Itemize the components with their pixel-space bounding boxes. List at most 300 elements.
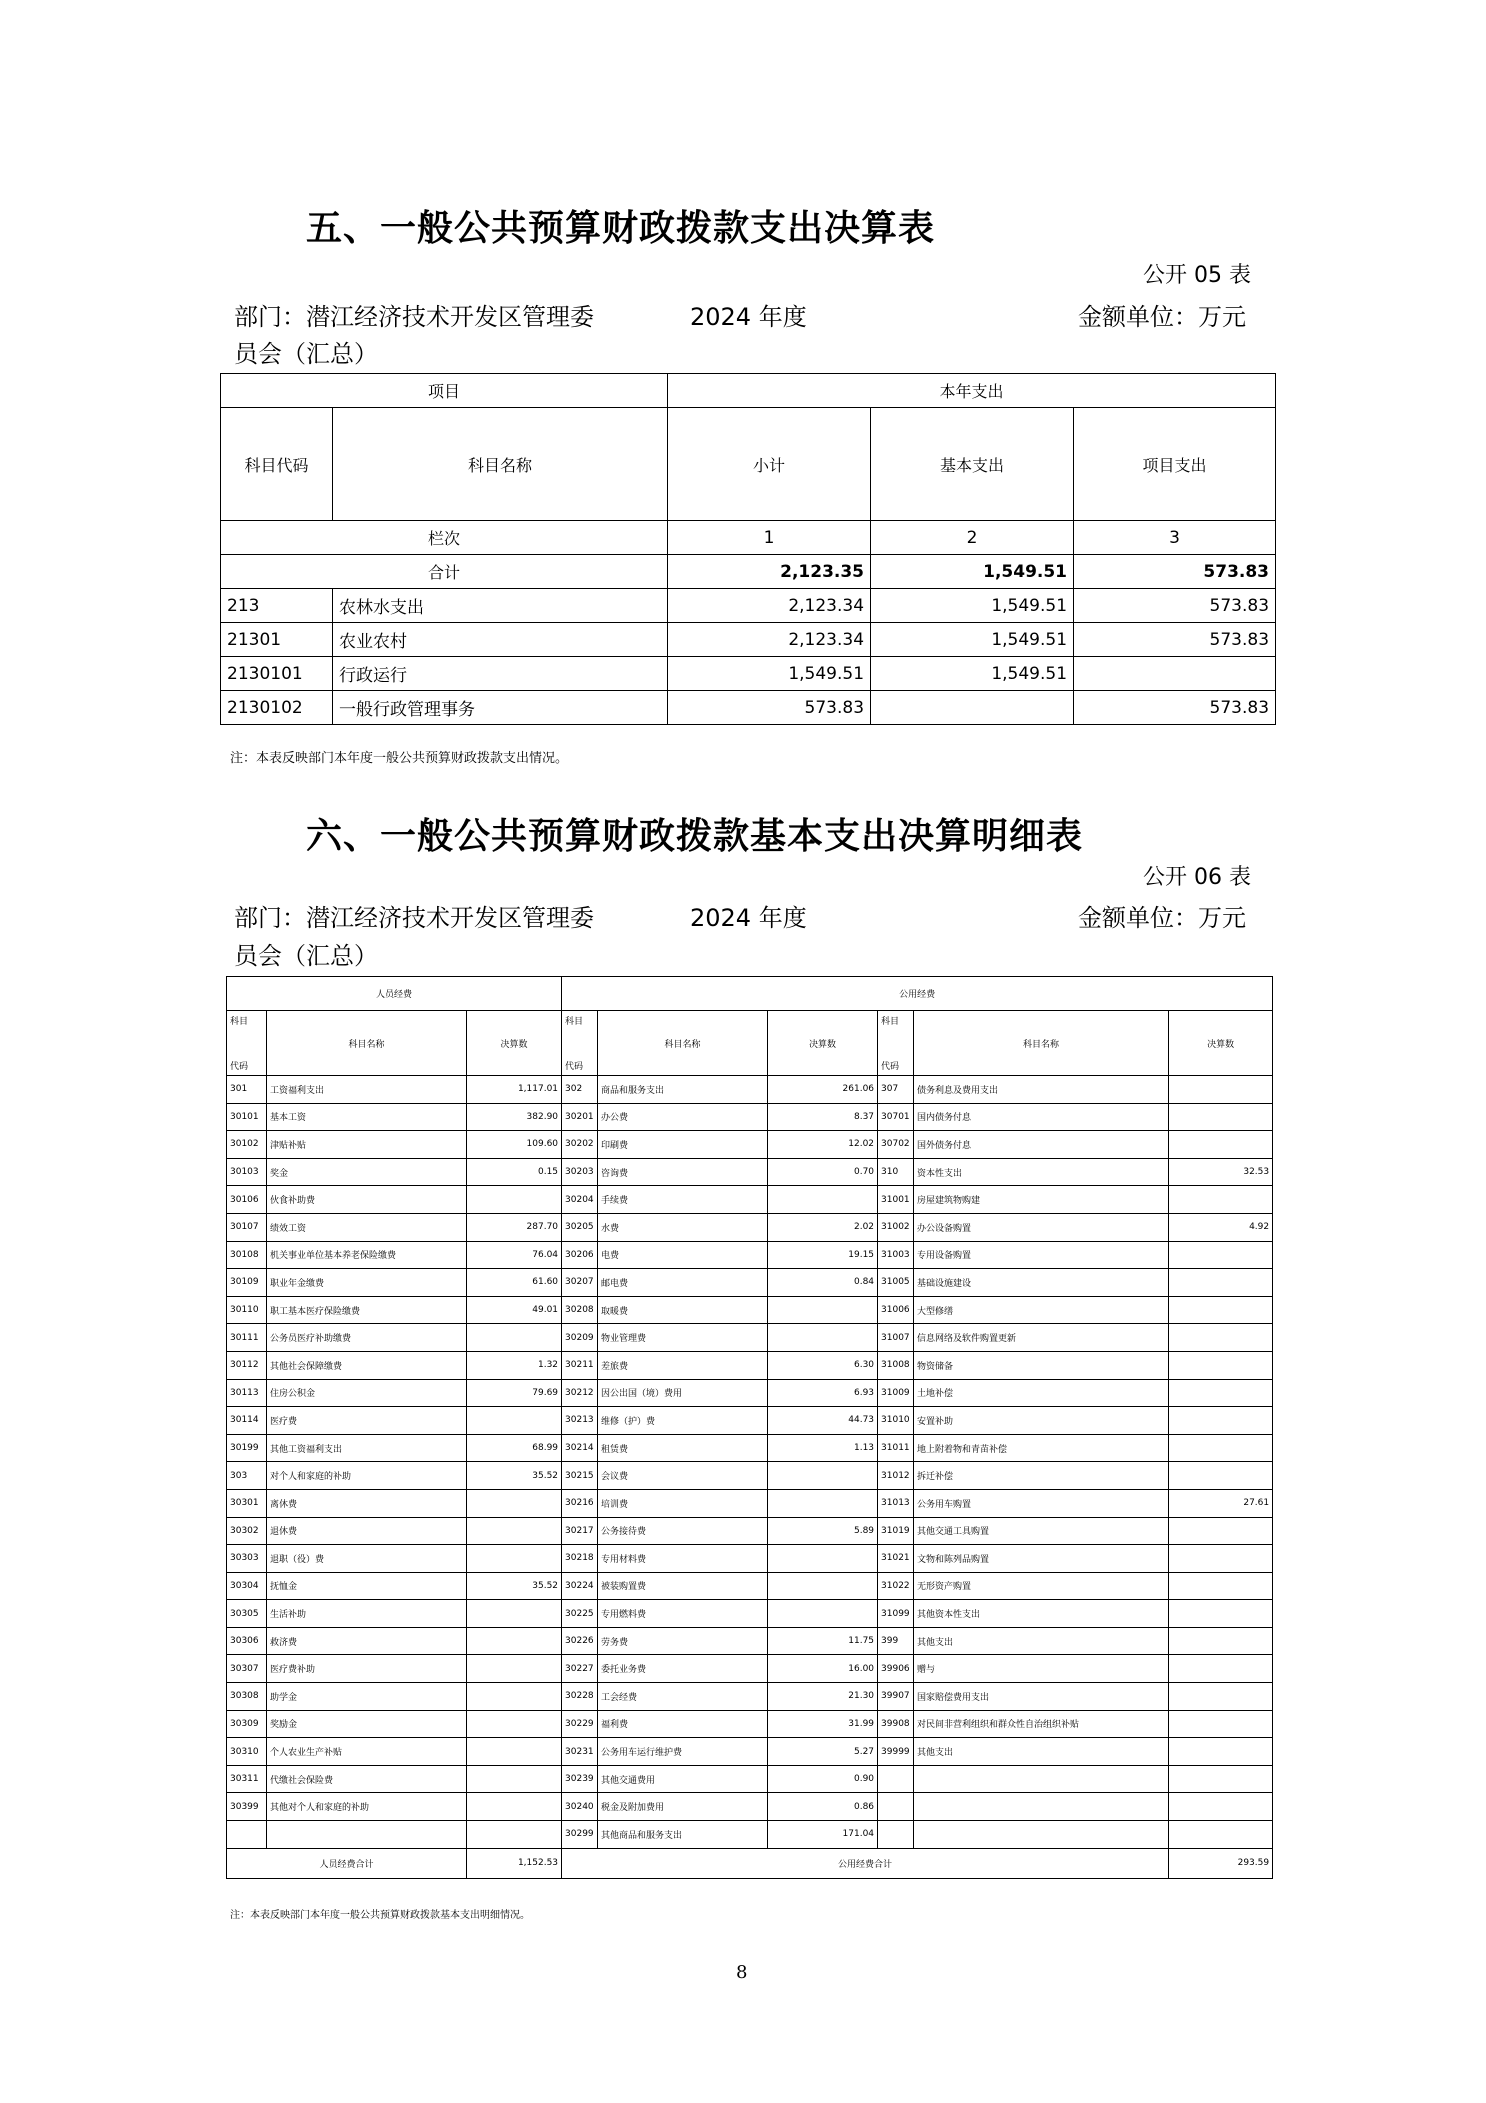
- personnel-amount: 0.15: [467, 1158, 562, 1186]
- capital-name: 安置补助: [914, 1407, 1169, 1435]
- public-code: 30211: [562, 1351, 598, 1379]
- public-code: 30201: [562, 1103, 598, 1131]
- capital-name: 基础设施建设: [914, 1269, 1169, 1297]
- capital-name: 信息网络及软件购置更新: [914, 1324, 1169, 1352]
- capital-amount: [1169, 1821, 1273, 1849]
- table-row: [227, 1241, 1273, 1269]
- public-code: 30239: [562, 1765, 598, 1793]
- capital-name: 对民间非营利组织和群众性自治组织补贴: [914, 1710, 1169, 1738]
- capital-name: 国家赔偿费用支出: [914, 1683, 1169, 1711]
- personnel-code: 30399: [227, 1793, 267, 1821]
- header-current-expense: 本年支出: [668, 374, 1276, 408]
- capital-code: 31006: [878, 1296, 914, 1324]
- row-basic: 1,549.51: [871, 623, 1074, 657]
- table-row: [227, 1655, 1273, 1683]
- row-name: 行政运行: [333, 657, 668, 691]
- personnel-name: 其他对个人和家庭的补助: [267, 1793, 467, 1821]
- table6-dept-line2: 员会（汇总）: [234, 942, 378, 970]
- capital-amount: 4.92: [1169, 1213, 1273, 1241]
- public-name: 福利费: [598, 1710, 768, 1738]
- personnel-code: 30306: [227, 1627, 267, 1655]
- capital-amount: [1169, 1627, 1273, 1655]
- public-name: 专用燃料费: [598, 1600, 768, 1628]
- capital-code: [878, 1793, 914, 1821]
- row-subtotal: 2,123.34: [668, 623, 871, 657]
- capital-amount: [1169, 1462, 1273, 1490]
- table6-body: [227, 1076, 1273, 1849]
- header-amount: 决算数: [467, 1011, 562, 1076]
- capital-name: 无形资产购置: [914, 1572, 1169, 1600]
- table-row: [227, 1462, 1273, 1490]
- personnel-code: 30303: [227, 1545, 267, 1573]
- table6-dept-line1: 部门：潜江经济技术开发区管理委: [234, 904, 594, 932]
- public-code: 30216: [562, 1489, 598, 1517]
- capital-name: 办公设备购置: [914, 1213, 1169, 1241]
- personnel-code: 30112: [227, 1351, 267, 1379]
- capital-name: [914, 1765, 1169, 1793]
- table-row: [227, 1296, 1273, 1324]
- capital-code: 39908: [878, 1710, 914, 1738]
- table-row: [227, 1186, 1273, 1214]
- capital-amount: [1169, 1738, 1273, 1766]
- public-amount: 19.15: [768, 1241, 878, 1269]
- table-row: [227, 1076, 1273, 1104]
- public-code: 30204: [562, 1186, 598, 1214]
- header-amount: 决算数: [1169, 1011, 1273, 1076]
- public-code: 30226: [562, 1627, 598, 1655]
- personnel-amount: [467, 1324, 562, 1352]
- public-code: 30227: [562, 1655, 598, 1683]
- row-subtotal: 1,549.51: [668, 657, 871, 691]
- column-number-label: 栏次: [221, 521, 668, 555]
- capital-code: 30702: [878, 1131, 914, 1159]
- capital-code: 31099: [878, 1600, 914, 1628]
- capital-amount: [1169, 1379, 1273, 1407]
- personnel-code: 30301: [227, 1489, 267, 1517]
- personnel-code: 30305: [227, 1600, 267, 1628]
- public-name: 商品和服务支出: [598, 1076, 768, 1104]
- header-personnel: 人员经费: [227, 977, 562, 1011]
- personnel-code: 30102: [227, 1131, 267, 1159]
- capital-amount: [1169, 1793, 1273, 1821]
- public-code: 30218: [562, 1545, 598, 1573]
- row-item: 573.83: [1074, 691, 1276, 725]
- personnel-amount: 382.90: [467, 1103, 562, 1131]
- capital-amount: [1169, 1324, 1273, 1352]
- public-amount: 5.89: [768, 1517, 878, 1545]
- header-code: 科目代码: [221, 408, 333, 521]
- public-name: 因公出国（境）费用: [598, 1379, 768, 1407]
- public-code: 30229: [562, 1710, 598, 1738]
- capital-name: 赠与: [914, 1655, 1169, 1683]
- public-name: 被装购置费: [598, 1572, 768, 1600]
- personnel-code: 30108: [227, 1241, 267, 1269]
- total-row: [221, 555, 1276, 589]
- capital-name: [914, 1821, 1169, 1849]
- header-item: 项目支出: [1074, 408, 1276, 521]
- table-row: [221, 589, 1276, 623]
- personnel-name: 对个人和家庭的补助: [267, 1462, 467, 1490]
- capital-code: 31013: [878, 1489, 914, 1517]
- capital-name: 拆迁补偿: [914, 1462, 1169, 1490]
- table-row: [227, 1627, 1273, 1655]
- capital-amount: [1169, 1545, 1273, 1573]
- public-amount: 21.30: [768, 1683, 878, 1711]
- public-name: 其他交通费用: [598, 1765, 768, 1793]
- public-code: 30299: [562, 1821, 598, 1849]
- personnel-amount: 287.70: [467, 1213, 562, 1241]
- personnel-name: 助学金: [267, 1683, 467, 1711]
- public-name: 工会经费: [598, 1683, 768, 1711]
- public-amount: 0.86: [768, 1793, 878, 1821]
- capital-code: 39999: [878, 1738, 914, 1766]
- capital-code: 31007: [878, 1324, 914, 1352]
- table-row: [227, 1765, 1273, 1793]
- personnel-amount: [467, 1407, 562, 1435]
- personnel-name: 代缴社会保险费: [267, 1765, 467, 1793]
- total-public-label: 公用经费合计: [562, 1848, 1169, 1878]
- capital-amount: [1169, 1351, 1273, 1379]
- capital-name: 土地补偿: [914, 1379, 1169, 1407]
- total-label: 合计: [221, 555, 668, 589]
- header-subtotal: 小计: [668, 408, 871, 521]
- public-amount: 8.37: [768, 1103, 878, 1131]
- table5-year: 2024 年度: [690, 303, 807, 331]
- personnel-name: 个人农业生产补贴: [267, 1738, 467, 1766]
- capital-amount: [1169, 1600, 1273, 1628]
- personnel-code: 30109: [227, 1269, 267, 1297]
- personnel-amount: [467, 1821, 562, 1849]
- public-amount: 0.90: [768, 1765, 878, 1793]
- personnel-code: 303: [227, 1462, 267, 1490]
- public-code: 30207: [562, 1269, 598, 1297]
- table-row: [227, 1407, 1273, 1435]
- personnel-name: 公务员医疗补助缴费: [267, 1324, 467, 1352]
- capital-code: 31022: [878, 1572, 914, 1600]
- public-name: 电费: [598, 1241, 768, 1269]
- column-number-2: 2: [871, 521, 1074, 555]
- capital-code: 31002: [878, 1213, 914, 1241]
- table-row: [227, 1158, 1273, 1186]
- personnel-name: 职工基本医疗保险缴费: [267, 1296, 467, 1324]
- capital-amount: [1169, 1407, 1273, 1435]
- personnel-amount: 68.99: [467, 1434, 562, 1462]
- public-name: 培训费: [598, 1489, 768, 1517]
- table-row: [221, 691, 1276, 725]
- capital-amount: [1169, 1765, 1273, 1793]
- total-personnel: 1,152.53: [467, 1848, 562, 1878]
- capital-code: 399: [878, 1627, 914, 1655]
- row-item: 573.83: [1074, 623, 1276, 657]
- public-name: 咨询费: [598, 1158, 768, 1186]
- table-row: [227, 1710, 1273, 1738]
- capital-amount: [1169, 1434, 1273, 1462]
- public-amount: [768, 1489, 878, 1517]
- public-code: 30206: [562, 1241, 598, 1269]
- public-amount: 1.13: [768, 1434, 878, 1462]
- capital-amount: [1169, 1296, 1273, 1324]
- table-row: [227, 1213, 1273, 1241]
- table5-dept-line2: 员会（汇总）: [234, 340, 378, 368]
- capital-name: [914, 1793, 1169, 1821]
- capital-name: 专用设备购置: [914, 1241, 1169, 1269]
- personnel-name: 医疗费补助: [267, 1655, 467, 1683]
- public-amount: 0.70: [768, 1158, 878, 1186]
- row-item: 573.83: [1074, 589, 1276, 623]
- header-project: 项目: [221, 374, 668, 408]
- personnel-code: 30103: [227, 1158, 267, 1186]
- personnel-name: 机关事业单位基本养老保险缴费: [267, 1241, 467, 1269]
- personnel-name: 基本工资: [267, 1103, 467, 1131]
- table-row: [227, 1269, 1273, 1297]
- public-code: 30214: [562, 1434, 598, 1462]
- public-code: 30215: [562, 1462, 598, 1490]
- header-name: 科目名称: [267, 1011, 467, 1076]
- capital-name: 地上附着物和青苗补偿: [914, 1434, 1169, 1462]
- public-name: 会议费: [598, 1462, 768, 1490]
- table6-year: 2024 年度: [690, 904, 807, 932]
- public-code: 30240: [562, 1793, 598, 1821]
- capital-code: 31008: [878, 1351, 914, 1379]
- public-name: 维修（护）费: [598, 1407, 768, 1435]
- public-amount: [768, 1296, 878, 1324]
- total-personnel-label: 人员经费合计: [227, 1848, 467, 1878]
- capital-code: 39906: [878, 1655, 914, 1683]
- public-code: 30228: [562, 1683, 598, 1711]
- public-amount: 31.99: [768, 1710, 878, 1738]
- personnel-code: 30302: [227, 1517, 267, 1545]
- total-subtotal: 2,123.35: [668, 555, 871, 589]
- table-row: [227, 1517, 1273, 1545]
- personnel-amount: 49.01: [467, 1296, 562, 1324]
- personnel-name: 抚恤金: [267, 1572, 467, 1600]
- capital-amount: 27.61: [1169, 1489, 1273, 1517]
- public-amount: [768, 1600, 878, 1628]
- capital-code: 31005: [878, 1269, 914, 1297]
- personnel-code: 30309: [227, 1710, 267, 1738]
- capital-amount: [1169, 1131, 1273, 1159]
- capital-code: [878, 1821, 914, 1849]
- public-amount: 5.27: [768, 1738, 878, 1766]
- header-name: 科目名称: [598, 1011, 768, 1076]
- personnel-code: 30101: [227, 1103, 267, 1131]
- capital-amount: [1169, 1572, 1273, 1600]
- public-amount: 11.75: [768, 1627, 878, 1655]
- row-basic: 1,549.51: [871, 589, 1074, 623]
- public-amount: [768, 1462, 878, 1490]
- column-number-1: 1: [668, 521, 871, 555]
- public-amount: 261.06: [768, 1076, 878, 1104]
- public-name: 手续费: [598, 1186, 768, 1214]
- personnel-name: 津贴补贴: [267, 1131, 467, 1159]
- personnel-name: 绩效工资: [267, 1213, 467, 1241]
- personnel-code: 30304: [227, 1572, 267, 1600]
- public-code: 30231: [562, 1738, 598, 1766]
- table5-code: 公开 05 表: [1143, 263, 1251, 288]
- personnel-name: [267, 1821, 467, 1849]
- personnel-amount: [467, 1627, 562, 1655]
- table-row: [227, 1572, 1273, 1600]
- personnel-name: 退休费: [267, 1517, 467, 1545]
- personnel-amount: [467, 1683, 562, 1711]
- table-row: [221, 657, 1276, 691]
- table5-dept-line1: 部门：潜江经济技术开发区管理委: [234, 303, 594, 331]
- personnel-code: 30308: [227, 1683, 267, 1711]
- table-row: [227, 1683, 1273, 1711]
- header-code: 科目 代码: [878, 1011, 914, 1076]
- capital-amount: 32.53: [1169, 1158, 1273, 1186]
- public-amount: 0.84: [768, 1269, 878, 1297]
- capital-name: 文物和陈列品购置: [914, 1545, 1169, 1573]
- row-name: 农林水支出: [333, 589, 668, 623]
- public-code: 30217: [562, 1517, 598, 1545]
- capital-code: 31021: [878, 1545, 914, 1573]
- public-amount: 6.30: [768, 1351, 878, 1379]
- public-code: 30205: [562, 1213, 598, 1241]
- personnel-code: 30106: [227, 1186, 267, 1214]
- personnel-amount: 1.32: [467, 1351, 562, 1379]
- personnel-amount: [467, 1517, 562, 1545]
- public-amount: 6.93: [768, 1379, 878, 1407]
- capital-name: 大型修缮: [914, 1296, 1169, 1324]
- table6-title: 六、一般公共预算财政拨款基本支出决算明细表: [306, 815, 1084, 857]
- capital-code: 310: [878, 1158, 914, 1186]
- header-public: 公用经费: [562, 977, 1273, 1011]
- capital-code: 31009: [878, 1379, 914, 1407]
- capital-code: 31001: [878, 1186, 914, 1214]
- personnel-amount: [467, 1793, 562, 1821]
- capital-amount: [1169, 1655, 1273, 1683]
- table5-title: 五、一般公共预算财政拨款支出决算表: [306, 207, 936, 249]
- table5-note: 注：本表反映部门本年度一般公共预算财政拨款支出情况。: [230, 751, 569, 766]
- personnel-name: 退职（役）费: [267, 1545, 467, 1573]
- public-code: 30224: [562, 1572, 598, 1600]
- page-number: 8: [736, 1962, 748, 1983]
- personnel-name: 其他社会保障缴费: [267, 1351, 467, 1379]
- capital-name: 其他支出: [914, 1627, 1169, 1655]
- row-name: 农业农村: [333, 623, 668, 657]
- capital-name: 国内债务付息: [914, 1103, 1169, 1131]
- public-code: 30202: [562, 1131, 598, 1159]
- total-row: [227, 1848, 1273, 1878]
- public-amount: 171.04: [768, 1821, 878, 1849]
- public-amount: [768, 1324, 878, 1352]
- personnel-amount: 35.52: [467, 1572, 562, 1600]
- personnel-amount: 109.60: [467, 1131, 562, 1159]
- personnel-amount: 35.52: [467, 1462, 562, 1490]
- capital-amount: [1169, 1683, 1273, 1711]
- personnel-name: 职业年金缴费: [267, 1269, 467, 1297]
- table-row: [227, 1600, 1273, 1628]
- public-name: 办公费: [598, 1103, 768, 1131]
- table-row: [227, 1489, 1273, 1517]
- public-name: 邮电费: [598, 1269, 768, 1297]
- public-code: 30212: [562, 1379, 598, 1407]
- public-name: 公务用车运行维护费: [598, 1738, 768, 1766]
- public-amount: [768, 1186, 878, 1214]
- header-name: 科目名称: [333, 408, 668, 521]
- table-row: [221, 623, 1276, 657]
- public-name: 差旅费: [598, 1351, 768, 1379]
- table-row: [227, 1324, 1273, 1352]
- personnel-amount: [467, 1655, 562, 1683]
- capital-name: 其他支出: [914, 1738, 1169, 1766]
- personnel-amount: [467, 1545, 562, 1573]
- total-basic: 1,549.51: [871, 555, 1074, 589]
- capital-amount: [1169, 1076, 1273, 1104]
- personnel-name: 医疗费: [267, 1407, 467, 1435]
- personnel-amount: 76.04: [467, 1241, 562, 1269]
- row-code: 2130102: [221, 691, 333, 725]
- personnel-name: 奖励金: [267, 1710, 467, 1738]
- personnel-name: 离休费: [267, 1489, 467, 1517]
- table6: [226, 976, 1273, 1879]
- public-name: 专用材料费: [598, 1545, 768, 1573]
- column-number-3: 3: [1074, 521, 1276, 555]
- capital-name: 资本性支出: [914, 1158, 1169, 1186]
- capital-amount: [1169, 1241, 1273, 1269]
- header-code: 科目 代码: [562, 1011, 598, 1076]
- table-row: [227, 1103, 1273, 1131]
- table-row: [227, 1131, 1273, 1159]
- public-code: 30209: [562, 1324, 598, 1352]
- capital-name: 物资储备: [914, 1351, 1169, 1379]
- row-code: 21301: [221, 623, 333, 657]
- public-name: 公务接待费: [598, 1517, 768, 1545]
- table6-note: 注：本表反映部门本年度一般公共预算财政拨款基本支出明细情况。: [230, 1910, 530, 1921]
- capital-code: 31010: [878, 1407, 914, 1435]
- capital-code: 307: [878, 1076, 914, 1104]
- table-row: [227, 1434, 1273, 1462]
- personnel-code: 30114: [227, 1407, 267, 1435]
- capital-code: [878, 1765, 914, 1793]
- row-item: [1074, 657, 1276, 691]
- table-row: [227, 1793, 1273, 1821]
- table5-unit: 金额单位：万元: [1078, 303, 1246, 331]
- public-name: 物业管理费: [598, 1324, 768, 1352]
- table-row: [227, 1351, 1273, 1379]
- personnel-amount: [467, 1600, 562, 1628]
- table-row: [227, 1738, 1273, 1766]
- table-row: [227, 1545, 1273, 1573]
- header-basic: 基本支出: [871, 408, 1074, 521]
- public-name: 税金及附加费用: [598, 1793, 768, 1821]
- capital-code: 31003: [878, 1241, 914, 1269]
- row-subtotal: 2,123.34: [668, 589, 871, 623]
- public-amount: 44.73: [768, 1407, 878, 1435]
- personnel-name: 救济费: [267, 1627, 467, 1655]
- public-name: 劳务费: [598, 1627, 768, 1655]
- public-amount: 2.02: [768, 1213, 878, 1241]
- public-name: 水费: [598, 1213, 768, 1241]
- personnel-name: 伙食补助费: [267, 1186, 467, 1214]
- capital-code: 39907: [878, 1683, 914, 1711]
- personnel-name: 其他工资福利支出: [267, 1434, 467, 1462]
- public-name: 租赁费: [598, 1434, 768, 1462]
- row-name: 一般行政管理事务: [333, 691, 668, 725]
- capital-code: 31011: [878, 1434, 914, 1462]
- personnel-name: 生活补助: [267, 1600, 467, 1628]
- capital-amount: [1169, 1269, 1273, 1297]
- personnel-name: 住房公积金: [267, 1379, 467, 1407]
- row-code: 2130101: [221, 657, 333, 691]
- capital-code: 30701: [878, 1103, 914, 1131]
- capital-name: 房屋建筑物购建: [914, 1186, 1169, 1214]
- personnel-name: 奖金: [267, 1158, 467, 1186]
- personnel-code: 30310: [227, 1738, 267, 1766]
- header-amount: 决算数: [768, 1011, 878, 1076]
- public-amount: 16.00: [768, 1655, 878, 1683]
